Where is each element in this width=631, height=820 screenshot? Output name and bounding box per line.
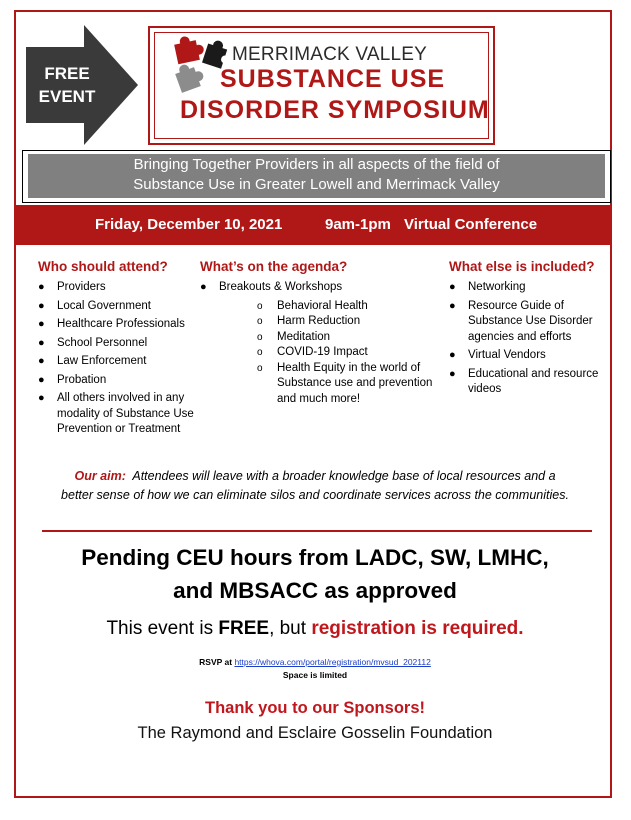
bullet-icon: ● <box>38 336 45 349</box>
list-item-label: Harm Reduction <box>277 315 361 327</box>
registration-required: registration is required. <box>311 618 524 639</box>
aim-label: Our aim: <box>74 469 126 483</box>
logo-line2: SUBSTANCE USE <box>220 65 446 93</box>
tagline <box>28 154 605 198</box>
free-event-line2: EVENT <box>38 87 96 106</box>
list-item-label: School Personnel <box>57 336 148 349</box>
attend-list <box>38 280 198 438</box>
logo-line1: MERRIMACK VALLEY <box>232 44 428 65</box>
list-item-label: Virtual Vendors <box>468 349 546 361</box>
agenda-heading: What’s on the agenda? <box>200 259 348 274</box>
list-item <box>38 317 198 333</box>
list-item-label: Meditation <box>277 330 331 343</box>
list-item-label: Behavioral Health <box>277 299 368 312</box>
list-item-label: Healthcare Professionals <box>57 318 185 330</box>
ceu-notice <box>40 541 590 607</box>
sponsor-name: The Raymond and Esclaire Gosselin Foundation <box>137 724 493 742</box>
bullet-icon: ● <box>38 392 45 404</box>
free-event-line1: FREE <box>44 64 90 83</box>
list-item-label: Resource Guide of Substance Use Disorder agencies and efforts <box>468 299 593 343</box>
bullet-icon: o <box>257 362 263 374</box>
list-item <box>449 367 609 398</box>
included-heading: What else is included? <box>449 259 595 274</box>
registration-notice <box>40 618 590 640</box>
rsvp-label: RSVP at <box>199 657 233 667</box>
list-item-label: Probation <box>57 373 107 386</box>
who-should-attend-heading: Who should attend? <box>38 259 168 274</box>
list-item-label: Health Equity in the world of Substance use and prevention and much more! <box>277 361 433 405</box>
registration-middle: , but <box>269 618 312 639</box>
list-item <box>38 336 198 352</box>
bullet-icon: ● <box>449 367 456 380</box>
symposium-logo <box>148 26 495 145</box>
registration-free: FREE <box>218 618 270 639</box>
tagline-frame <box>22 150 611 203</box>
event-format: Virtual Conference <box>404 216 538 233</box>
bullet-icon: ● <box>38 318 45 330</box>
list-item-label: Providers <box>57 281 106 293</box>
registration-prefix: This event is <box>106 618 219 639</box>
bullet-icon: o <box>257 331 263 343</box>
list-item-label: All others involved in any modality of Substance Use Prevention or Treatment <box>57 392 194 435</box>
space-limited-note: Space is limited <box>282 670 348 680</box>
list-item <box>38 373 198 389</box>
bullet-icon: ● <box>38 299 45 312</box>
list-item <box>449 348 609 364</box>
bullet-icon: ● <box>449 349 456 361</box>
bullet-icon: o <box>257 347 263 358</box>
bullet-icon: o <box>257 300 263 312</box>
bullet-icon: ● <box>38 373 45 386</box>
list-item-label: Law Enforcement <box>57 355 147 367</box>
agenda-section <box>200 259 445 407</box>
bullet-icon: ● <box>449 281 456 293</box>
event-date: Friday, December 10, 2021 <box>95 216 283 233</box>
list-item-label: Educational and resource videos <box>468 367 599 395</box>
included-list <box>449 280 609 398</box>
list-item: ● Breakouts & Workshops <box>200 281 343 293</box>
list-item <box>449 299 609 346</box>
tagline-line1: Bringing Together Providers in all aspects of the field of <box>133 156 500 173</box>
agenda-sublist <box>200 299 445 408</box>
included-section <box>449 259 609 401</box>
list-item <box>38 299 198 315</box>
bullet-icon: ● <box>38 355 45 367</box>
ceu-line1: Pending CEU hours from LADC, SW, LMHC, <box>81 545 549 570</box>
list-item-label: Local Government <box>57 299 151 312</box>
bullet-icon: o <box>257 316 263 327</box>
list-item <box>38 391 198 438</box>
list-item <box>257 314 445 330</box>
list-item <box>38 280 198 296</box>
list-item <box>257 330 445 346</box>
ceu-line2: and MBSACC as approved <box>173 578 457 603</box>
logo-line3: DISORDER SYMPOSIUM <box>180 96 490 124</box>
tagline-line2: Substance Use in Greater Lowell and Merrimack Valley <box>133 176 500 193</box>
list-item <box>257 345 445 361</box>
registration-link[interactable]: https://whova.com/portal/registration/mvsud_202112 <box>234 657 431 667</box>
event-time: 9am-1pm <box>325 216 391 233</box>
agenda-list <box>200 280 445 296</box>
rsvp-block <box>40 656 590 682</box>
list-item-label: COVID-19 Impact <box>277 346 368 358</box>
bullet-icon: ● <box>38 281 45 293</box>
list-item-label: Networking <box>468 281 526 293</box>
list-item <box>449 280 609 296</box>
free-event-badge <box>32 62 102 108</box>
aim-statement <box>60 467 570 505</box>
aim-text: Attendees will leave with a broader knowledge base of local resources and a better sense of how we can eliminate silos and coordinate services across the communities. <box>61 469 569 502</box>
bullet-icon: ● <box>449 299 456 312</box>
list-item <box>257 299 445 315</box>
list-item <box>257 361 445 408</box>
sponsor-thanks-heading: Thank you to our Sponsors! <box>204 699 425 717</box>
agenda-item-label: Breakouts & Workshops <box>219 281 343 293</box>
list-item <box>38 354 198 370</box>
event-info-bar <box>16 205 610 245</box>
who-should-attend-section <box>38 259 198 441</box>
divider <box>42 530 592 532</box>
